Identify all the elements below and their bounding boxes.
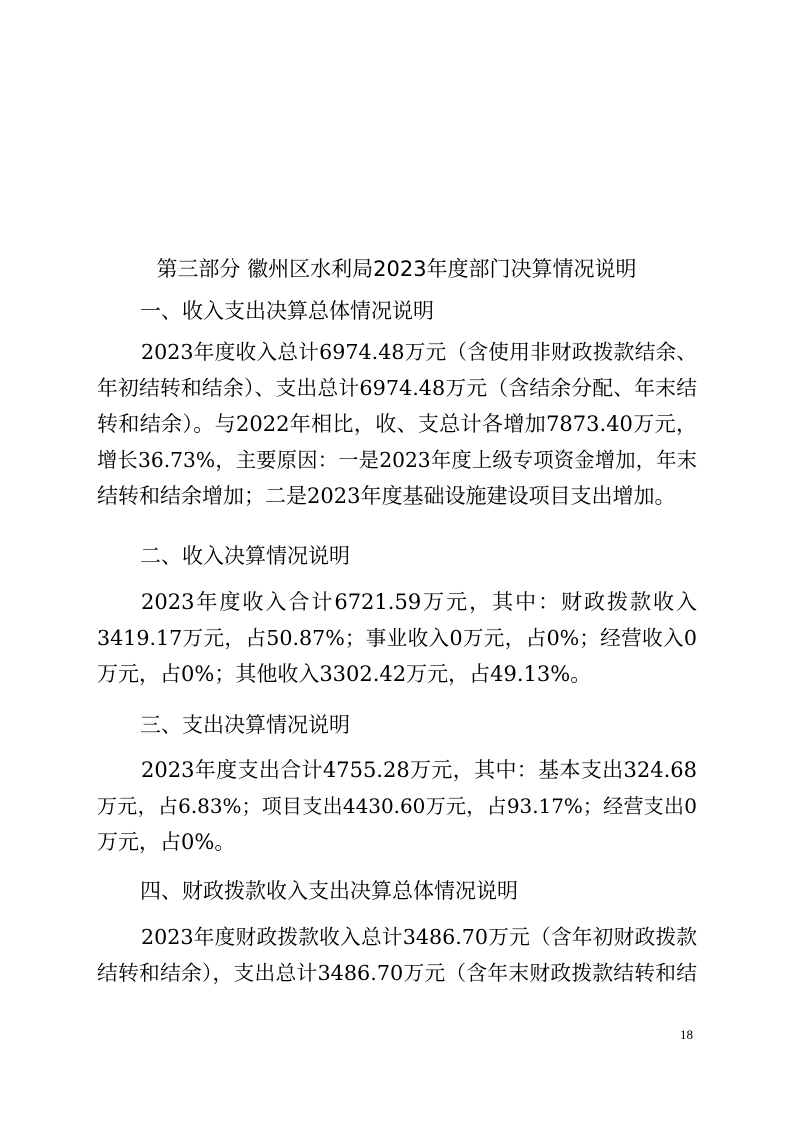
paragraph-line: 年初结转和结余）、支出总计6974.48万元（含结余分配、年末结: [97, 376, 697, 400]
paragraph-line: 2023年度收入总计6974.48万元（含使用非财政拨款结余、: [141, 340, 697, 364]
section-heading-1: 一、收入支出决算总体情况说明: [140, 299, 434, 323]
section-paragraph-1: [97, 334, 697, 514]
section-paragraph-3: [97, 752, 697, 860]
section-paragraph-2: [97, 584, 697, 692]
document-title: 第三部分 徽州区水利局2023年度部门决算情况说明: [156, 257, 637, 281]
paragraph-line: 转和结余）。与2022年相比，收、支总计各增加7873.40万元，: [97, 412, 697, 436]
paragraph-line: 万元，占0%。: [97, 830, 236, 854]
page-number: 18: [680, 1027, 693, 1042]
paragraph-line: 结转和结余），支出总计3486.70万元（含年末财政拨款结转和结: [97, 961, 697, 985]
section-paragraph-4: [97, 919, 697, 991]
paragraph-line: 2023年度支出合计4755.28万元，其中：基本支出324.68: [141, 758, 697, 782]
paragraph-line: 结转和结余增加；二是2023年度基础设施建设项目支出增加。: [97, 484, 676, 508]
paragraph-line: 万元，占6.83%；项目支出4430.60万元，占93.17%；经营支出0: [97, 794, 697, 818]
paragraph-line: 万元，占0%；其他收入3302.42万元，占49.13%。: [97, 662, 592, 686]
section-heading-3: 三、支出决算情况说明: [140, 713, 350, 737]
paragraph-line: 3419.17万元，占50.87%；事业收入0万元，占0%；经营收入0: [97, 626, 697, 650]
paragraph-line: 2023年度收入合计6721.59万元，其中：财政拨款收入: [141, 590, 697, 614]
section-heading-2: 二、收入决算情况说明: [140, 544, 350, 568]
paragraph-line: 增长36.73%，主要原因：一是2023年度上级专项资金增加，年末: [97, 448, 697, 472]
section-heading-4: 四、财政拨款收入支出决算总体情况说明: [140, 879, 518, 903]
paragraph-line: 2023年度财政拨款收入总计3486.70万元（含年初财政拨款: [141, 925, 697, 949]
